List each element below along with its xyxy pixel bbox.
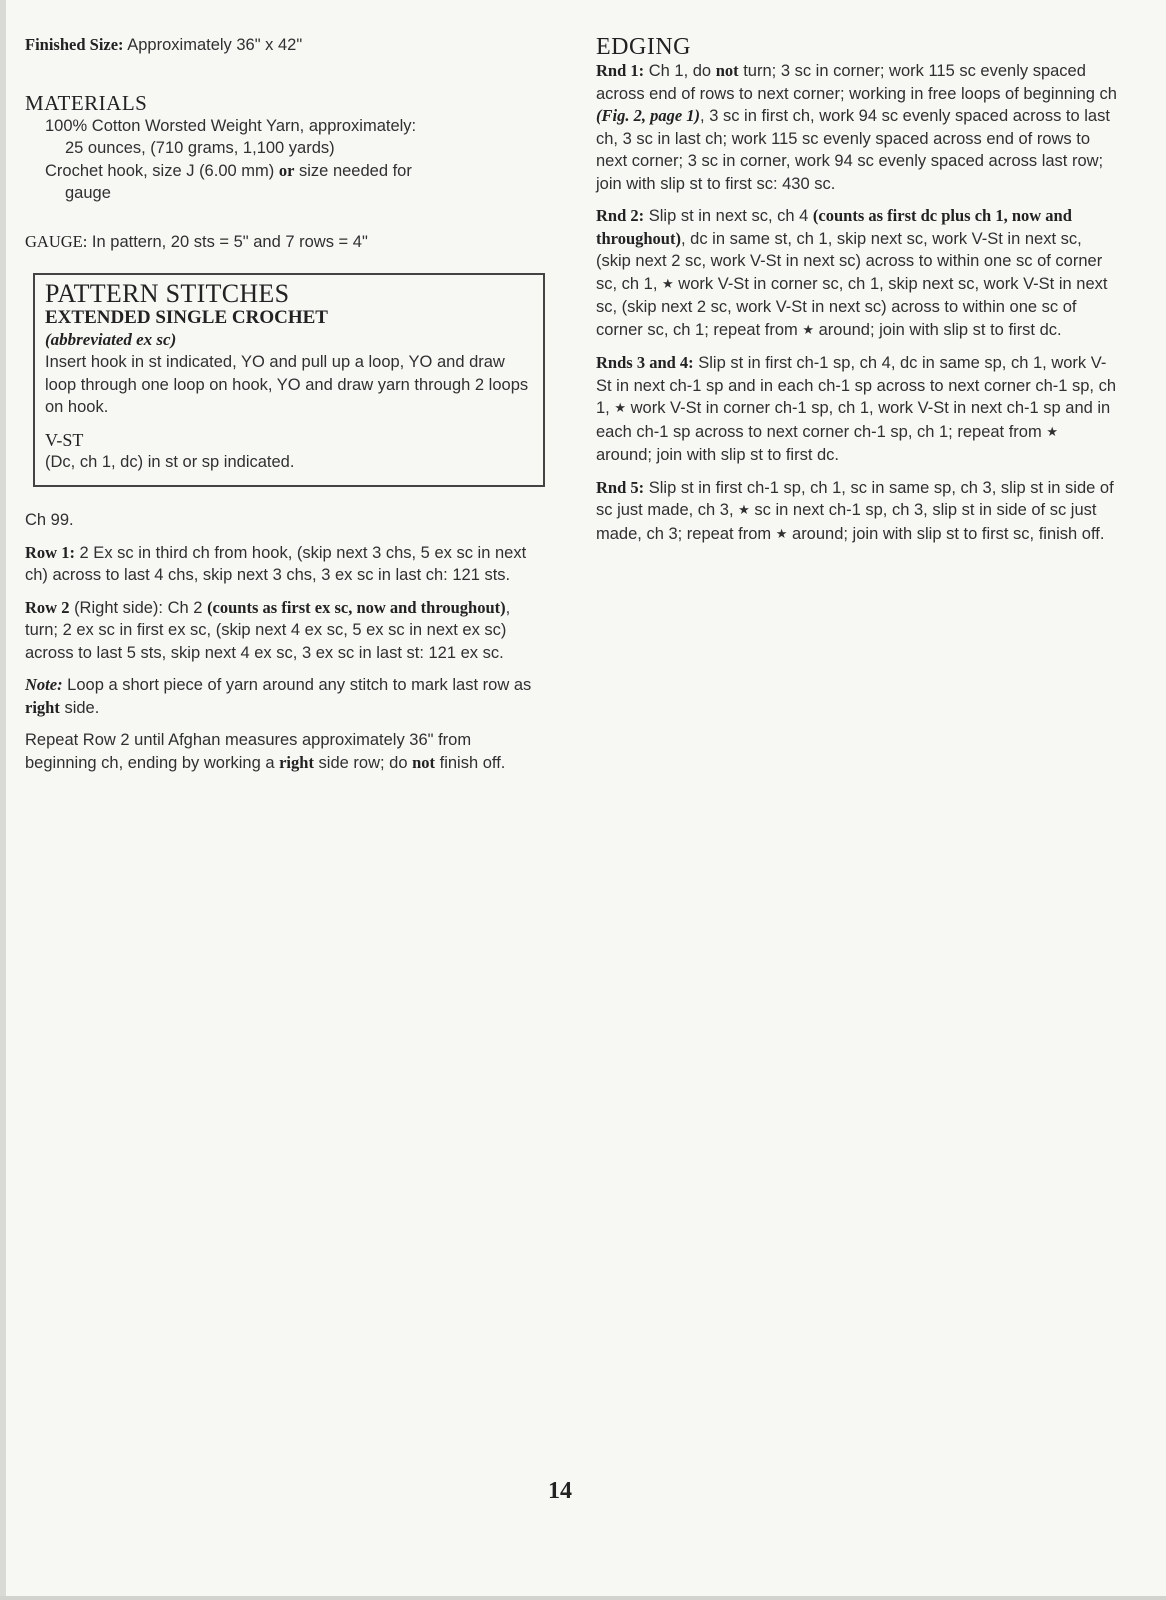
pattern-stitches-title: PATTERN STITCHES bbox=[45, 279, 290, 308]
right-column bbox=[596, 34, 1118, 546]
esc-instructions: Insert hook in st indicated, YO and pull up a loop, YO and draw loop through one loop on hook, YO and draw yarn through 2 loops on hook. bbox=[45, 353, 529, 416]
finished-size bbox=[25, 34, 535, 57]
row-1-label: Row 1: bbox=[25, 542, 75, 562]
gauge-label: GAUGE: bbox=[25, 231, 88, 251]
scan-edge-bottom bbox=[0, 1596, 1166, 1600]
star-icon: ★ bbox=[738, 502, 750, 517]
materials-yarn-line1: 100% Cotton Worsted Weight Yarn, approximately: bbox=[45, 116, 417, 135]
star-icon: ★ bbox=[1046, 423, 1058, 439]
row-1 bbox=[25, 542, 535, 587]
materials-list bbox=[45, 115, 535, 205]
rnds-3-4-label: Rnds 3 and 4: bbox=[596, 353, 694, 372]
row-1-text: 2 Ex sc in third ch from hook, (skip next 3 chs, 5 ex sc in next ch) across to last 4 chs, skip next 3 chs, 3 ex sc in last ch: 121 sts. bbox=[25, 543, 527, 584]
note: Note: Loop a short piece of yarn around any stitch to mark last row as right side. bbox=[25, 675, 532, 717]
star-icon: ★ bbox=[662, 275, 674, 291]
gauge bbox=[25, 231, 535, 254]
vst-title: V-ST bbox=[45, 429, 84, 450]
left-column bbox=[25, 34, 535, 774]
gauge-value: In pattern, 20 sts = 5" and 7 rows = 4" bbox=[91, 232, 368, 251]
pattern-stitches-box bbox=[33, 273, 545, 487]
edging-title: EDGING bbox=[596, 34, 691, 60]
rnd-1-label: Rnd 1: bbox=[596, 61, 645, 80]
rnd-5-label: Rnd 5: bbox=[596, 477, 645, 497]
row-2: Row 2 (Right side): Ch 2 (counts as first ex sc, now and throughout), turn; 2 ex sc in first ex sc, (skip next 4 ex sc, 5 ex sc in next ex sc) across to last 5 sts, skip next 4 ex sc, 3 ex sc in last st: 121 ex sc. bbox=[25, 597, 511, 662]
esc-title: EXTENDED SINGLE CROCHET bbox=[45, 307, 328, 328]
rnd-5: Rnd 5: Slip st in first ch-1 sp, ch 1, sc in same sp, ch 3, slip st in side of sc just made, ch 3, ★ sc in next ch-1 sp, ch 3, slip st in side of sc just made, ch 3; repeat from ★ around; join with slip st to first sc, finish off. bbox=[596, 477, 1114, 543]
rnd-2-label: Rnd 2: bbox=[596, 206, 645, 225]
row-2-label: Row 2 bbox=[25, 597, 70, 617]
page-number: 14 bbox=[548, 1478, 572, 1504]
finished-size-value: Approximately 36" x 42" bbox=[127, 36, 303, 54]
note-label: Note: bbox=[25, 675, 63, 694]
rnd-2: Rnd 2: Slip st in next sc, ch 4 (counts as first dc plus ch 1, now and throughout), dc in same st, ch 1, skip next sc, work V-St in next sc, (skip next 2 sc, work V-St in next sc) across to within one sc of corner sc, ch 1, ★ work V-St in corner sc, ch 1, skip next sc, work V-St in next sc, (skip next 2 sc, work V-St in next sc) across to within one sc of corner sc, ch 1; repeat from ★ around; join with slip st to first dc. bbox=[596, 206, 1108, 339]
materials-hook-line1: Crochet hook, size J (6.00 mm) or size needed for bbox=[45, 160, 412, 180]
materials-hook-line2: gauge bbox=[65, 184, 111, 202]
star-icon: ★ bbox=[775, 525, 788, 541]
finished-size-label: Finished Size: bbox=[25, 35, 124, 54]
scan-edge-left bbox=[0, 0, 6, 1600]
chain-start: Ch 99. bbox=[25, 511, 74, 529]
rnd-1: Rnd 1: Ch 1, do not turn; 3 sc in corner; work 115 sc evenly spaced across end of rows to next corner; working in free loops of beginning ch (Fig. 2, page 1), 3 sc in first ch, work 94 sc evenly spaced across to last ch, 3 sc in last ch; work 115 sc evenly spaced across end of rows to next corner; 3 sc in corner, work 94 sc evenly spaced across last row; join with slip st to first sc: 430 sc. bbox=[596, 61, 1117, 193]
materials-yarn-line2: 25 ounces, (710 grams, 1,100 yards) bbox=[65, 139, 335, 157]
vst-instructions: (Dc, ch 1, dc) in st or sp indicated. bbox=[45, 452, 295, 471]
materials-title: MATERIALS bbox=[25, 90, 148, 115]
esc-abbreviation: (abbreviated ex sc) bbox=[45, 330, 177, 349]
star-icon: ★ bbox=[614, 400, 627, 415]
repeat-instructions: Repeat Row 2 until Afghan measures approximately 36" from beginning ch, ending by working a right side row; do not finish off. bbox=[25, 731, 506, 772]
rnds-3-4: Rnds 3 and 4: Slip st in first ch-1 sp, ch 4, dc in same sp, ch 1, work V-St in next ch-1 sp and in each ch-1 sp across to next corner ch-1 sp, ch 1, ★ work V-St in corner ch-1 sp, ch 1, work V-St in next ch-1 sp and in each ch-1 sp across to next corner ch-1 sp, ch 1; repeat from ★ around; join with slip st to first dc. bbox=[596, 353, 1117, 464]
star-icon: ★ bbox=[802, 321, 814, 337]
